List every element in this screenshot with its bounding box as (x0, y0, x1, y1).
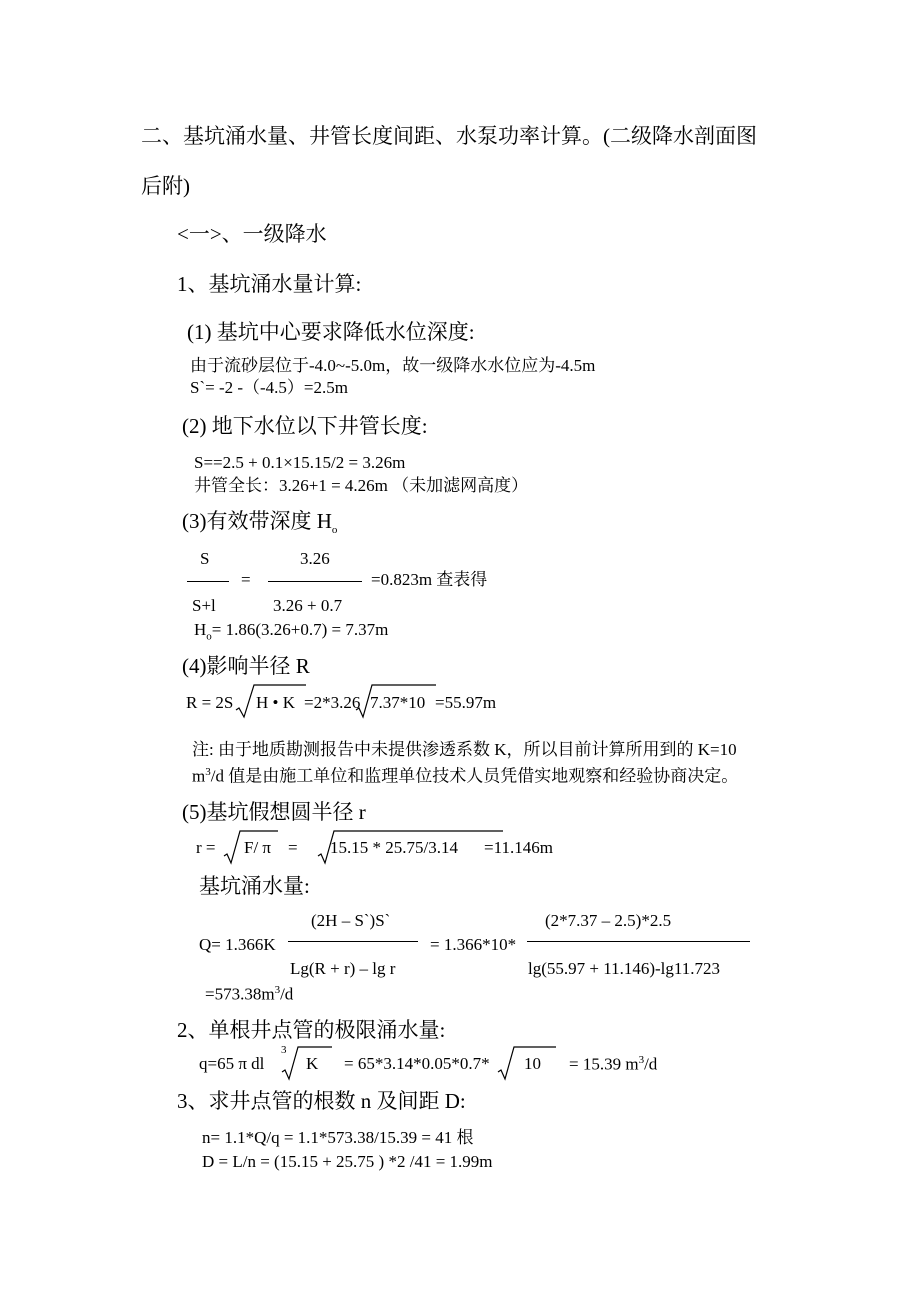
i2-result-value: = 15.39 m (569, 1054, 639, 1074)
p5-radicand-2: 15.15 * 25.75/3.14 (330, 838, 458, 857)
p5-radicand-1: F/ π (244, 838, 272, 857)
p5-lhs: r = (196, 838, 216, 857)
i3-line1: n= 1.1*Q/q = 1.1*573.38/15.39 = 41 根 (202, 1128, 474, 1147)
p3-heading-subscript: o (331, 524, 338, 537)
p3-frac1-bar (187, 581, 229, 582)
i2-radicand-2: 10 (524, 1054, 541, 1073)
p3-equals: = (241, 570, 251, 589)
p3-frac1-numerator: S (200, 549, 210, 568)
q-result-unit: /d (280, 984, 294, 1004)
i2-mid: = 65*3.14*0.05*0.7* (344, 1054, 490, 1073)
p3-frac2-numerator: 3.26 (300, 549, 330, 568)
p4-heading: (4)影响半径 R (182, 654, 310, 678)
p3-heading-text: (3)有效带深度 H (182, 509, 332, 533)
q-frac1-numerator: (2H – S`)S` (311, 911, 391, 930)
document-title-line1: 二、基坑涌水量、井管长度间距、水泵功率计算。(二级降水剖面图 (141, 124, 757, 148)
p3-frac2-bar (268, 581, 362, 582)
note-line1: 注: 由于地质勘测报告中未提供渗透系数 K，所以目前计算所用到的 K=10 (192, 740, 737, 759)
note-line2-text: /d 值是由施工单位和监理单位技术人员凭借实地观察和经验协商决定。 (210, 766, 739, 786)
p3-heading (182, 511, 337, 536)
p4-radicand-2: 7.37*10 (370, 693, 426, 712)
q-frac2-bar (527, 941, 750, 942)
p3-frac2-denominator: 3.26 + 0.7 (273, 596, 343, 615)
p4-mid: =2*3.26 (304, 693, 361, 712)
p4-lhs: R = 2S (186, 693, 234, 712)
i2-result (569, 1055, 657, 1073)
q-frac2-denominator: lg(55.97 + 11.146)-lg11.723 (528, 959, 721, 978)
document-title-line2: 后附) (141, 174, 190, 198)
p2-line1: S==2.5 + 0.1×15.15/2 = 3.26m (194, 453, 406, 472)
note-unit-sup: 3 (205, 766, 211, 778)
p2-line2: 井管全长：3.26+1 = 4.26m （未加滤网高度） (194, 476, 529, 495)
q-frac1-bar (288, 941, 418, 942)
item-heading-single-well: 2、单根井点管的极限涌水量: (177, 1018, 446, 1042)
q-result-value: =573.38m (205, 984, 275, 1004)
p2-heading: (2) 地下水位以下井管长度: (182, 414, 428, 438)
i2-radicand-1: K (306, 1054, 319, 1073)
p1-line2: S`= -2 -（-4.5）=2.5m (190, 378, 348, 397)
p5-heading: (5)基坑假想圆半径 r (182, 800, 366, 824)
p3-result: =0.823m 查表得 (371, 570, 488, 589)
p3-h-subscript: o (206, 630, 212, 643)
p1-line1: 由于流砂层位于-4.0~-5.0m，故一级降水水位应为-4.5m (190, 356, 596, 375)
p3-h-letter: H (194, 620, 207, 639)
item-heading-well-count: 3、求井点管的根数 n 及间距 D: (177, 1089, 466, 1113)
note-line2 (192, 767, 738, 785)
i2-result-sup: 3 (638, 1054, 645, 1066)
p5-result: =11.146m (484, 838, 553, 857)
item-heading-water-inflow: 1、基坑涌水量计算: (177, 272, 362, 296)
section-heading-first-stage: <一>、一级降水 (177, 222, 327, 246)
p3-h-expression: = 1.86(3.26+0.7) = 7.37m (211, 620, 389, 639)
i3-line2: D = L/n = (15.15 + 25.75 ) *2 /41 = 1.99m (202, 1152, 493, 1171)
q-frac1-denominator: Lg(R + r) – lg r (290, 959, 396, 978)
q-lhs: Q= 1.366K (199, 935, 276, 954)
i2-result-unit: /d (644, 1054, 658, 1074)
p3-h-line (194, 621, 388, 642)
i2-lhs: q=65 π dl (199, 1054, 265, 1073)
p5-equals: = (288, 838, 298, 857)
q-frac2-numerator: (2*7.37 – 2.5)*2.5 (545, 911, 672, 930)
i2-cube-index: 3 (281, 1044, 287, 1056)
q-heading: 基坑涌水量: (199, 874, 310, 898)
p1-heading: (1) 基坑中心要求降低水位深度: (187, 320, 475, 344)
p4-radicand-1: H • K (256, 693, 296, 712)
q-mid: = 1.366*10* (430, 935, 517, 954)
q-result-sup: 3 (274, 984, 281, 996)
p3-frac1-denominator: S+l (192, 596, 216, 615)
note-unit-m: m (192, 766, 206, 786)
p4-result: =55.97m (435, 693, 497, 712)
q-result (205, 985, 293, 1003)
